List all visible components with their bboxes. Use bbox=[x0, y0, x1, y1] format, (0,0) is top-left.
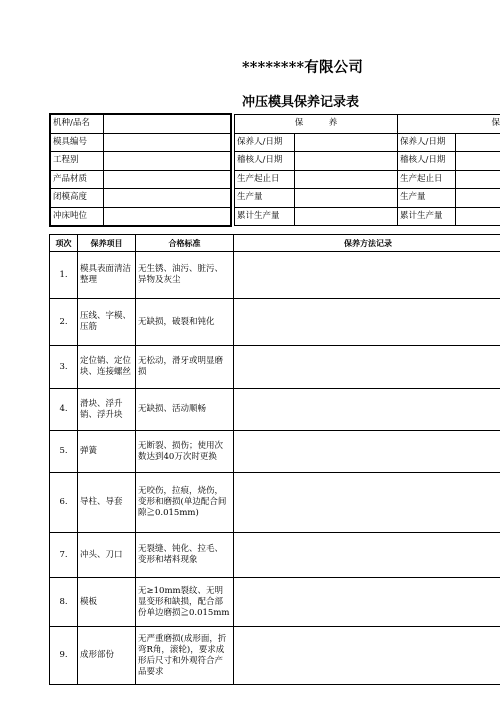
maint-value[interactable] bbox=[295, 207, 398, 226]
info-value[interactable] bbox=[104, 170, 232, 189]
row-record[interactable] bbox=[234, 578, 500, 627]
row-record[interactable] bbox=[234, 252, 500, 299]
section-label: 保 养 bbox=[235, 115, 398, 134]
row-standard: 无裂缝、钝化、拉毛、变形和堵料现象 bbox=[136, 533, 234, 578]
table-row bbox=[50, 252, 500, 299]
table-row bbox=[50, 473, 500, 533]
maint-value[interactable] bbox=[295, 133, 398, 152]
row-number: 1. bbox=[50, 252, 78, 299]
table-row bbox=[50, 627, 500, 685]
info-label: 机种/品名 bbox=[50, 114, 104, 133]
maint-label-2: 生产起止日 bbox=[398, 170, 456, 189]
info-row bbox=[50, 114, 231, 133]
row-record[interactable] bbox=[234, 431, 500, 473]
info-row bbox=[50, 152, 231, 171]
info-value[interactable] bbox=[104, 152, 232, 171]
row-item: 压线、字模、压筋 bbox=[78, 299, 136, 346]
info-row bbox=[50, 207, 231, 226]
row-item: 模板 bbox=[78, 578, 136, 627]
row-number: 5. bbox=[50, 431, 78, 473]
info-label: 工程别 bbox=[50, 152, 104, 171]
row-item: 弹簧 bbox=[78, 431, 136, 473]
info-value[interactable] bbox=[104, 114, 232, 133]
row-standard: 无缺损、活动顺畅 bbox=[136, 389, 234, 431]
row-number: 3. bbox=[50, 346, 78, 389]
maint-label-2: 生产量 bbox=[398, 189, 456, 208]
info-value[interactable] bbox=[104, 133, 232, 152]
row-item: 导柱、导套 bbox=[78, 473, 136, 533]
row-number: 7. bbox=[50, 533, 78, 578]
maint-row bbox=[235, 133, 500, 152]
maint-label: 稽核人/日期 bbox=[235, 152, 295, 171]
info-row bbox=[50, 170, 231, 189]
maint-value-2[interactable] bbox=[456, 207, 500, 226]
table-row bbox=[50, 533, 500, 578]
table-row bbox=[50, 299, 500, 346]
maint-label-2: 稽核人/日期 bbox=[398, 152, 456, 171]
info-row bbox=[50, 133, 231, 152]
row-standard: 无咬伤，拉痕，烧伤，变形和磨损(单边配合间隙≧0.015mm) bbox=[136, 473, 234, 533]
maint-value[interactable] bbox=[295, 152, 398, 171]
maint-label: 累计生产量 bbox=[235, 207, 295, 226]
company-name: ********有限公司 bbox=[242, 59, 364, 76]
row-item: 冲头、刀口 bbox=[78, 533, 136, 578]
row-item: 定位销、定位块、连接螺丝 bbox=[78, 346, 136, 389]
table-row bbox=[50, 431, 500, 473]
maint-row bbox=[235, 170, 500, 189]
row-record[interactable] bbox=[234, 346, 500, 389]
maint-label: 生产起止日 bbox=[235, 170, 295, 189]
maint-row bbox=[235, 152, 500, 171]
maint-value-2[interactable] bbox=[456, 189, 500, 208]
row-standard: 无严重磨损(成形面，折弯R角，滚轮)，要求成形后尺寸和外观符合产品要求 bbox=[136, 627, 234, 685]
row-standard: 无缺损，破裂和钝化 bbox=[136, 299, 234, 346]
row-record[interactable] bbox=[234, 533, 500, 578]
row-record[interactable] bbox=[234, 389, 500, 431]
row-item: 模具表面清洁整理 bbox=[78, 252, 136, 299]
info-value[interactable] bbox=[104, 189, 232, 208]
maint-value-2[interactable] bbox=[456, 170, 500, 189]
row-number: 8. bbox=[50, 578, 78, 627]
maint-label-2: 保养人/日期 bbox=[398, 133, 456, 152]
info-label: 产品材质 bbox=[50, 170, 104, 189]
section-header-row bbox=[235, 115, 500, 134]
mold-info-table bbox=[49, 113, 232, 227]
row-number: 9. bbox=[50, 627, 78, 685]
info-value[interactable] bbox=[104, 207, 232, 226]
row-item: 成形部份 bbox=[78, 627, 136, 685]
section-label-2: 保 bbox=[398, 115, 500, 134]
row-record[interactable] bbox=[234, 627, 500, 685]
row-item: 滑块、浮升销、浮升块 bbox=[78, 389, 136, 431]
maint-value[interactable] bbox=[295, 170, 398, 189]
row-standard: 无松动，滑牙或明显磨损 bbox=[136, 346, 234, 389]
col-header-record: 保养方法记录 bbox=[234, 235, 500, 252]
info-label: 闭模高度 bbox=[50, 189, 104, 208]
row-number: 2. bbox=[50, 299, 78, 346]
table-row bbox=[50, 346, 500, 389]
row-record[interactable] bbox=[234, 473, 500, 533]
maint-label: 保养人/日期 bbox=[235, 133, 295, 152]
col-header-item: 保养项目 bbox=[78, 235, 136, 252]
maint-label-2: 累计生产量 bbox=[398, 207, 456, 226]
form-title: 冲压模具保养记录表 bbox=[242, 95, 360, 110]
table-row bbox=[50, 389, 500, 431]
maint-value[interactable] bbox=[295, 189, 398, 208]
row-standard: 无≥10mm裂纹、无明显变形和缺损，配合部份单边磨损≧0.015mm bbox=[136, 578, 234, 627]
row-number: 6. bbox=[50, 473, 78, 533]
maint-row bbox=[235, 189, 500, 208]
maint-row bbox=[235, 207, 500, 226]
table-row bbox=[50, 578, 500, 627]
info-label: 模具编号 bbox=[50, 133, 104, 152]
row-number: 4. bbox=[50, 389, 78, 431]
maint-label: 生产量 bbox=[235, 189, 295, 208]
col-header-standard: 合格标准 bbox=[136, 235, 234, 252]
info-row bbox=[50, 189, 231, 208]
maint-value-2[interactable] bbox=[456, 133, 500, 152]
row-standard: 无生锈、油污、脏污、异物及灰尘 bbox=[136, 252, 234, 299]
table-header-row bbox=[50, 235, 500, 252]
col-header-no: 项次 bbox=[50, 235, 78, 252]
row-record[interactable] bbox=[234, 299, 500, 346]
maintenance-info-table bbox=[234, 114, 500, 226]
maint-value-2[interactable] bbox=[456, 152, 500, 171]
info-label: 冲床吨位 bbox=[50, 207, 104, 226]
maintenance-items-table bbox=[49, 234, 500, 685]
row-standard: 无断裂、损伤；使用次数达到40万次时更换 bbox=[136, 431, 234, 473]
